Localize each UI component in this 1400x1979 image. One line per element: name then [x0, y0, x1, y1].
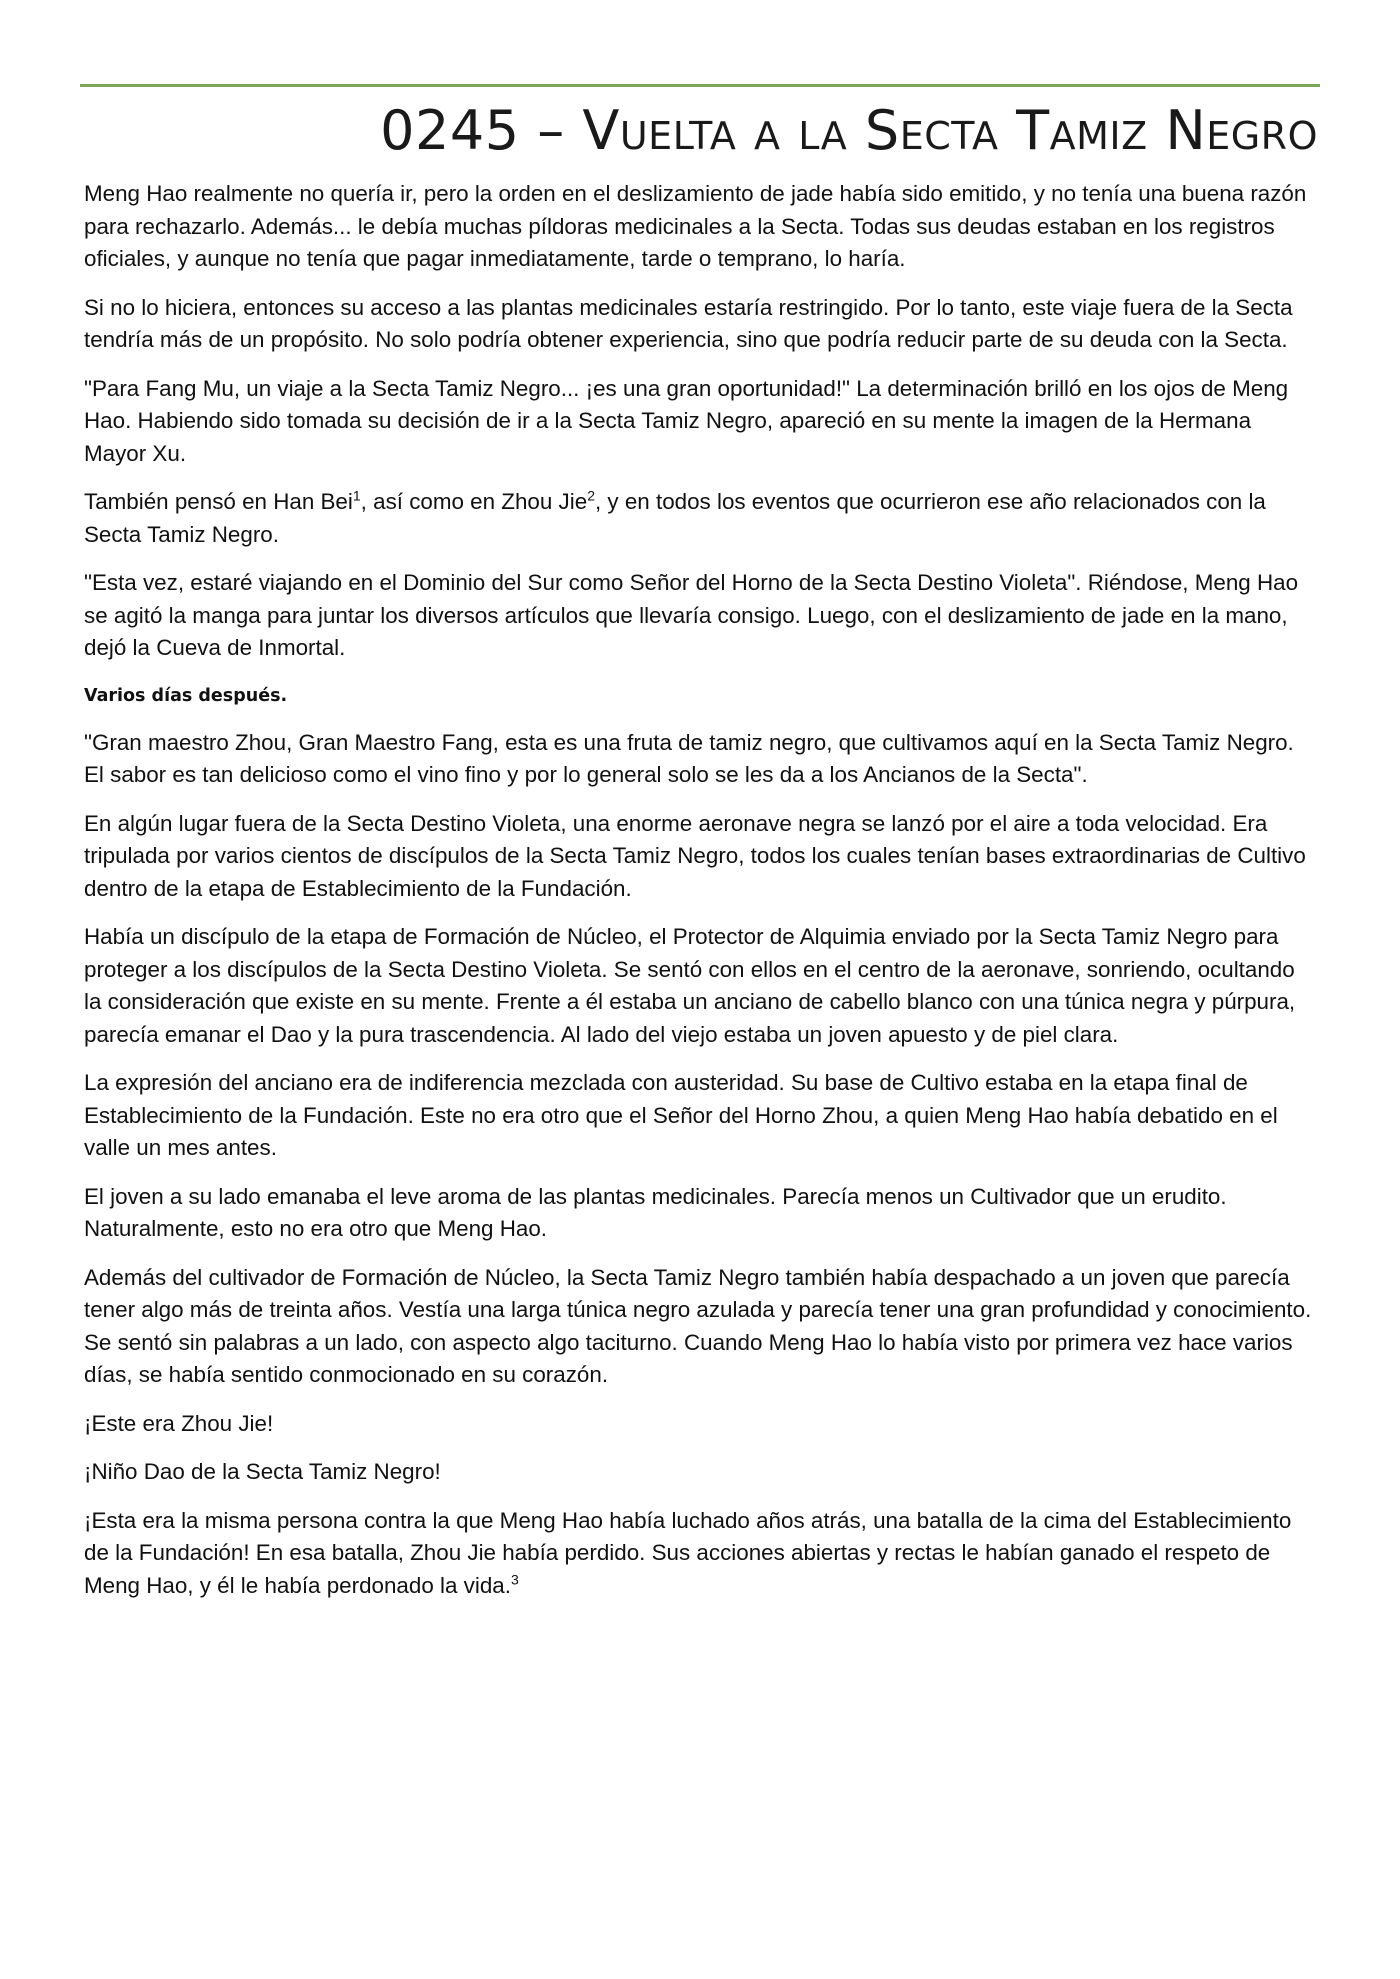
paragraph-text: , y en todos los eventos que ocurrieron ese año relacionados con la Secta Tamiz Negro. — [84, 489, 1266, 547]
paragraph: La expresión del anciano era de indiferencia mezclada con austeridad. Su base de Cultivo estaba en la etapa final de Establecimiento de la Fundación. Este no era otro que el Señor del Horno Zhou, a quien Meng Hao había debatido en el valle un mes antes. — [84, 1070, 1278, 1160]
paragraph: En algún lugar fuera de la Secta Destino Violeta, una enorme aeronave negra se lanzó por el aire a toda velocidad. Era tripulada por varios cientos de discípulos de la Secta Tamiz Negro, todos los cuales tenían bases extraordinarias de Cultivo dentro de la etapa de Establecimiento de la Fundación. — [84, 810, 1306, 901]
scene-break-heading: Varios días después. — [84, 685, 288, 706]
paragraph: Meng Hao realmente no quería ir, pero la orden en el deslizamiento de jade había sido emitido, y no tenía una buena razón para rechazarlo. Además... le debía muchas píldoras medicinales a la Secta. Todas sus deudas estaban en los registros oficiales, y aunque no tenía que pagar inmediatamente, tarde o temprano, lo haría. — [84, 181, 1307, 271]
paragraph: ¡Niño Dao de la Secta Tamiz Negro! — [84, 1459, 441, 1484]
footnote-ref: 1 — [352, 487, 361, 504]
footnote-ref: 3 — [510, 1571, 519, 1588]
paragraph-with-footnotes — [84, 1505, 1316, 1603]
paragraph-with-footnotes — [84, 486, 1316, 551]
paragraph-text: ¡Esta era la misma persona contra la que Meng Hao había luchado años atrás, una batalla de la cima del Establecimiento de la Fundación! En esa batalla, Zhou Jie había perdido. Sus acciones abiertas y rectas le habían ganado el respeto de Meng Hao, y él le había perdonado la vida. — [84, 1507, 1292, 1598]
chapter-body — [84, 178, 1316, 1618]
header-rule — [80, 84, 1320, 87]
paragraph-text: También pensó en Han Bei — [84, 489, 353, 514]
paragraph: "Esta vez, estaré viajando en el Dominio del Sur como Señor del Horno de la Secta Destino Violeta". Riéndose, Meng Hao se agitó la manga para juntar los diversos artículos que llevaría consigo. Luego, con el deslizamiento de jade en la mano, dejó la Cueva de Inmortal. — [84, 570, 1299, 660]
paragraph: "Para Fang Mu, un viaje a la Secta Tamiz Negro... ¡es una gran oportunidad!" La determinación brilló en los ojos de Meng Hao. Habiendo sido tomada su decisión de ir a la Secta Tamiz Negro, apareció en su mente la imagen de la Hermana Mayor Xu. — [84, 375, 1289, 466]
chapter-title: 0245 – Vuelta a la Secta Tamiz Negro — [380, 99, 1318, 162]
paragraph: El joven a su lado emanaba el leve aroma de las plantas medicinales. Parecía menos un Cultivador que un erudito. Naturalmente, esto no era otro que Meng Hao. — [84, 1183, 1227, 1241]
paragraph: Si no lo hiciera, entonces su acceso a las plantas medicinales estaría restringido. Por lo tanto, este viaje fuera de la Secta tendría más de un propósito. No solo podría obtener experiencia, sino que podría reducir parte de su deuda con la Secta. — [84, 294, 1293, 352]
paragraph: Había un discípulo de la etapa de Formación de Núcleo, el Protector de Alquimia enviado por la Secta Tamiz Negro para proteger a los discípulos de la Secta Destino Violeta. Se sentó con ellos en el centro de la aeronave, sonriendo, ocultando la consideración que existe en su mente. Frente a él estaba un anciano de cabello blanco con una túnica negra y púrpura, parecía emanar el Dao y la pura trascendencia. Al lado del viejo estaba un joven apuesto y de piel clara. — [84, 924, 1296, 1047]
paragraph-text: , así como en Zhou Jie — [360, 489, 588, 514]
paragraph: "Gran maestro Zhou, Gran Maestro Fang, esta es una fruta de tamiz negro, que cultivamos aquí en la Secta Tamiz Negro. El sabor es tan delicioso como el vino fino y por lo general solo se les da a los Ancianos de la Secta". — [84, 729, 1294, 787]
paragraph: Además del cultivador de Formación de Núcleo, la Secta Tamiz Negro también había despachado a un joven que parecía tener algo más de treinta años. Vestía una larga túnica negro azulada y parecía tener una gran profundidad y conocimiento. Se sentó sin palabras a un lado, con aspecto algo taciturno. Cuando Meng Hao lo había visto por primera vez hace varios días, se había sentido conmocionado en su corazón. — [84, 1264, 1312, 1387]
paragraph: ¡Este era Zhou Jie! — [84, 1410, 274, 1436]
footnote-ref: 2 — [587, 487, 595, 504]
